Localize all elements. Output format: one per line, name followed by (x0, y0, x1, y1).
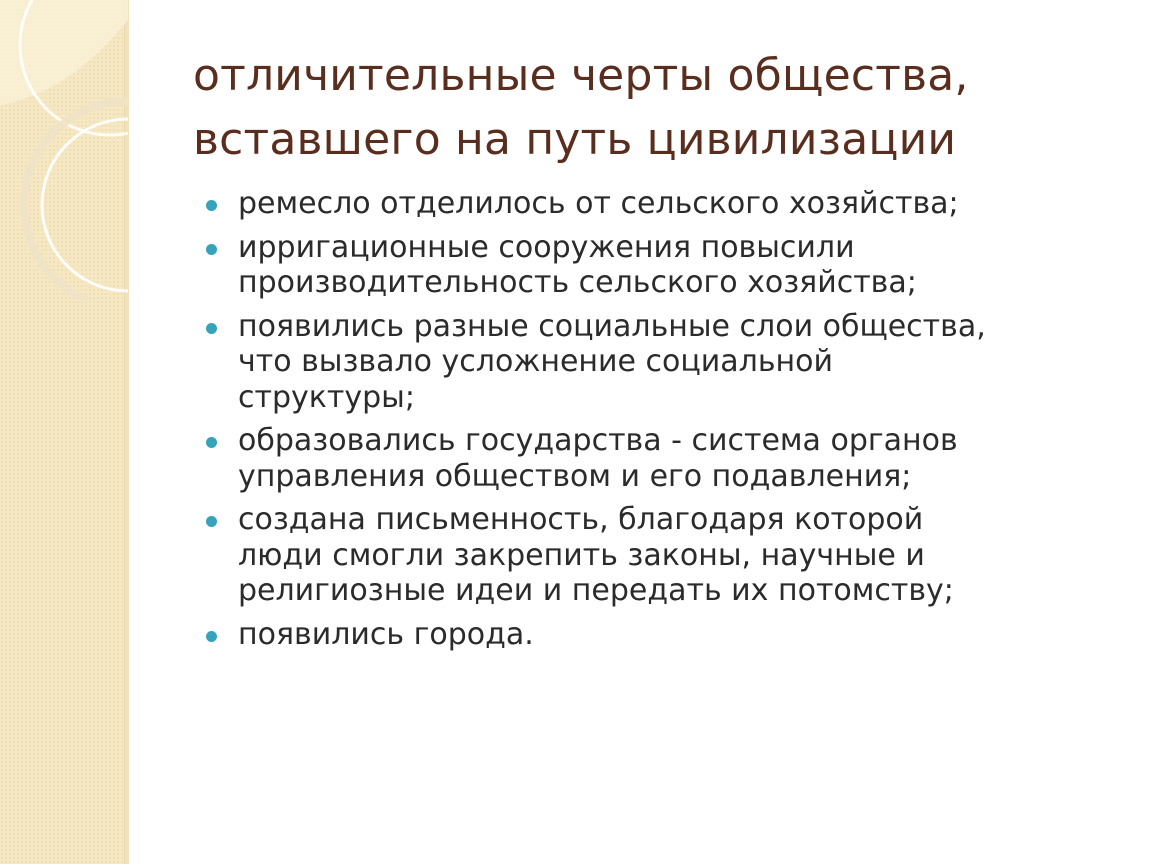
decorative-circles-icon (0, 0, 128, 300)
bullet-dot-icon (206, 200, 217, 211)
bullet-item (204, 617, 1124, 653)
bullet-list (204, 186, 1124, 660)
bullet-text-line: создана письменность, благодаря которой (238, 502, 924, 537)
bullet-text-line: религиозные идеи и передать их потомству; (238, 573, 954, 608)
bullet-item (204, 230, 1124, 301)
bullet-item (204, 423, 1124, 494)
bullet-dot-icon (206, 323, 217, 334)
title-line: вставшего на путь цивилизации (193, 114, 957, 165)
bullet-text-line: люди смогли закрепить законы, научные и (238, 537, 925, 573)
bullet-text-line: появились города. (238, 616, 534, 652)
title-line: отличительные черты общества, (193, 50, 969, 101)
bullet-dot-icon (206, 631, 217, 642)
bullet-text-line: ирригационные сооружения повысили (238, 229, 855, 265)
slide-title (193, 44, 1113, 172)
bullet-dot-icon (206, 516, 217, 527)
bullet-item (204, 309, 1124, 416)
bullet-text-line: структуры; (238, 379, 415, 415)
bullet-dot-icon (206, 244, 217, 255)
bullet-item (204, 186, 1124, 222)
bullet-text-line: что вызвало усложнение социальной (238, 344, 833, 379)
bullet-text-line: управления обществом и его подавления; (238, 458, 912, 494)
bullet-text-line: образовались государства - система органов (238, 423, 958, 458)
bullet-text-line: появились разные социальные слои общества, (238, 308, 986, 344)
bullet-text-line: ремесло отделилось от сельского хозяйства; (238, 186, 959, 221)
bullet-text-line: производительность сельского хозяйства; (238, 265, 917, 300)
bullet-dot-icon (206, 437, 217, 448)
bullet-item (204, 502, 1124, 609)
